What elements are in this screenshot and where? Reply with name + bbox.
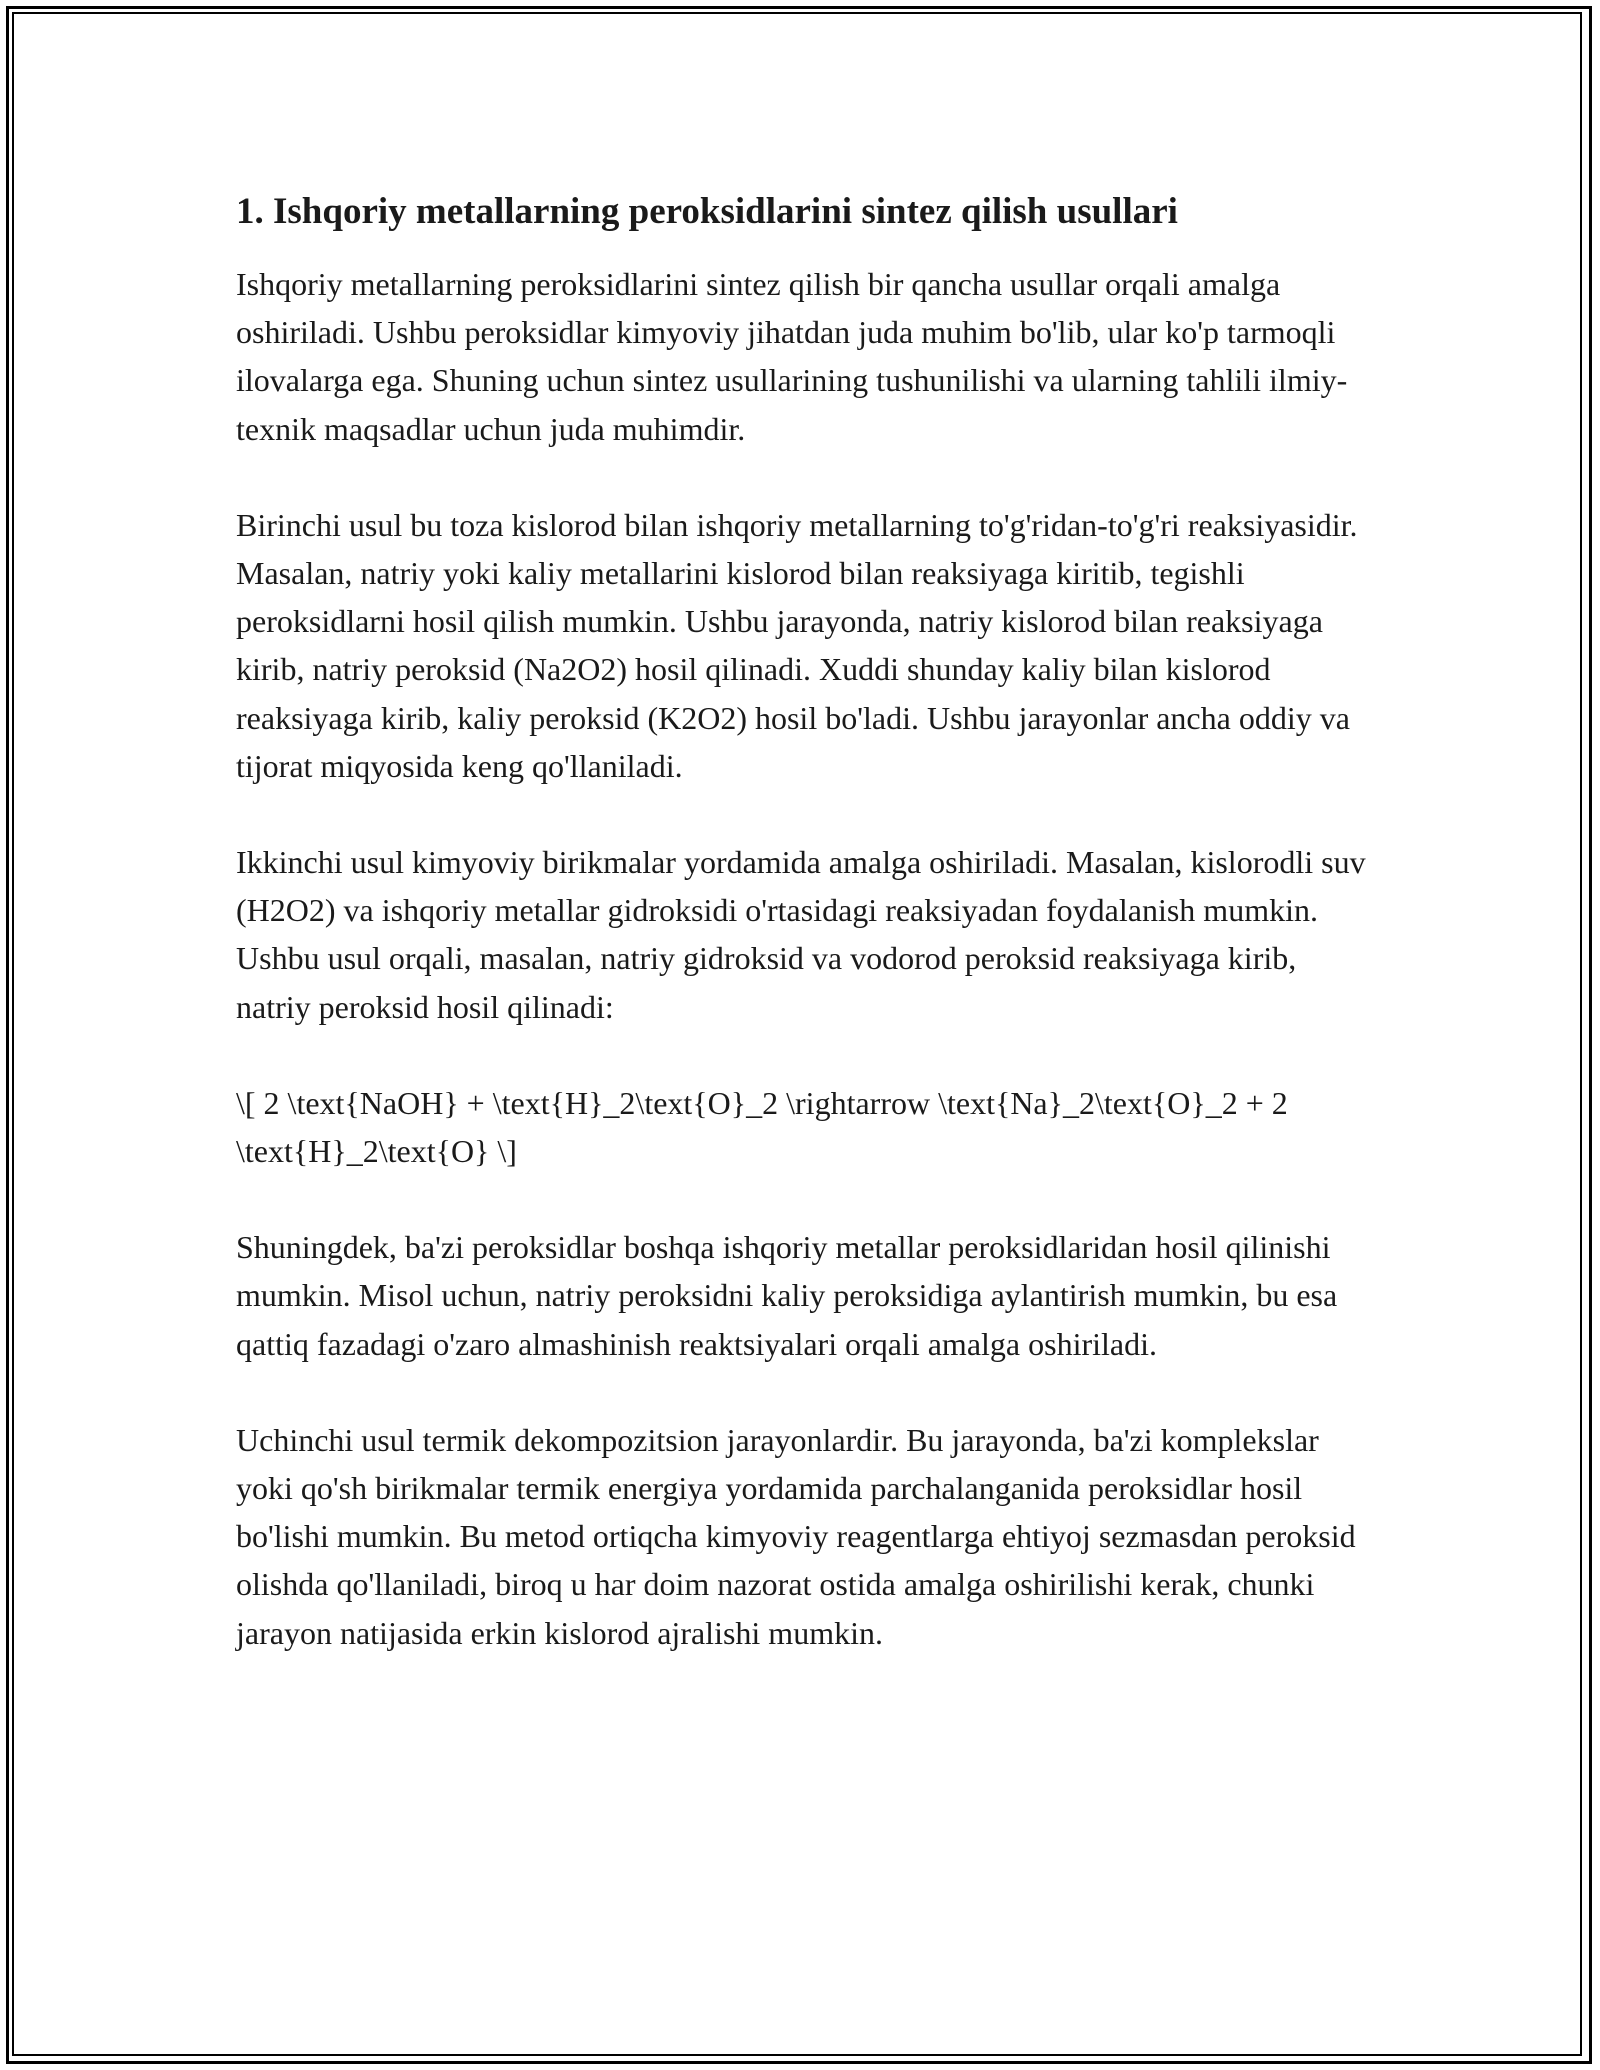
paragraph-equation: \[ 2 \text{NaOH} + \text{H}_2\text{O}_2 \rightarrow \text{Na}_2\text{O}_2 + 2 \text{H}_2\text{O} \] bbox=[236, 1084, 1288, 1170]
paragraph-first-method: Birinchi usul bu toza kislorod bilan ishqoriy metallarning to'g'ridan-to'g'ri reaksiyasidir. Masalan, natriy yoki kaliy metallarini kislorod bilan reaksiyaga kiritib, tegishli peroksidlarni hosil qilish mumkin. Ushbu jarayonda, natriy kislorod bilan reaksiyaga kirib, natriy peroksid (Na2O2) hosil qilinadi. Xuddi shunday kaliy bilan kislorod reaksiyaga kirib, kaliy peroksid (K2O2) hosil bo'ladi. Ushbu jarayonlar ancha oddiy va tijorat miqyosida keng qo'llaniladi. bbox=[236, 506, 1358, 784]
paragraph-third-method: Uchinchi usul termik dekompozitsion jarayonlardir. Bu jarayonda, ba'zi komplekslar yoki qo'sh birikmalar termik energiya yordamida parchalanganida peroksidlar hosil bo'lishi mumkin. Bu metod ortiqcha kimyoviy reagentlarga ehtiyoj sezmasdan peroksid olishda qo'llaniladi, biroq u har doim nazorat ostida amalga oshirilishi kerak, chunki jarayon natijasida erkin kislorod ajralishi mumkin. bbox=[236, 1421, 1356, 1651]
document-body bbox=[236, 186, 1376, 1705]
paragraph-intro: Ishqoriy metallarning peroksidlarini sintez qilish bir qancha usullar orqali amalga oshiriladi. Ushbu peroksidlar kimyoviy jihatdan juda muhim bo'lib, ular ko'p tarmoqli ilovalarga ega. Shuning uchun sintez usullarining tushunilishi va ularning tahlili ilmiy-texnik maqsadlar uchun juda muhimdir. bbox=[236, 266, 1348, 447]
paragraph-conversion: Shuningdek, ba'zi peroksidlar boshqa ishqoriy metallar peroksidlaridan hosil qilinishi mumkin. Misol uchun, natriy peroksidni kaliy peroksidiga aylantirish mumkin, bu esa qattiq fazadagi o'zaro almashinish reaktsiyalari orqali amalga oshiriladi. bbox=[236, 1229, 1338, 1362]
paragraph-second-method: Ikkinchi usul kimyoviy birikmalar yordamida amalga oshiriladi. Masalan, kislorodli suv (H2O2) va ishqoriy metallar gidroksidi o'rtasidagi reaksiyadan foydalanish mumkin. Ushbu usul orqali, masalan, natriy gidroksid va vodorod peroksid reaksiyaga kirib, natriy peroksid hosil qilinadi: bbox=[236, 844, 1366, 1025]
section-title: 1. Ishqoriy metallarning peroksidlarini sintez qilish usullari bbox=[236, 191, 1178, 232]
